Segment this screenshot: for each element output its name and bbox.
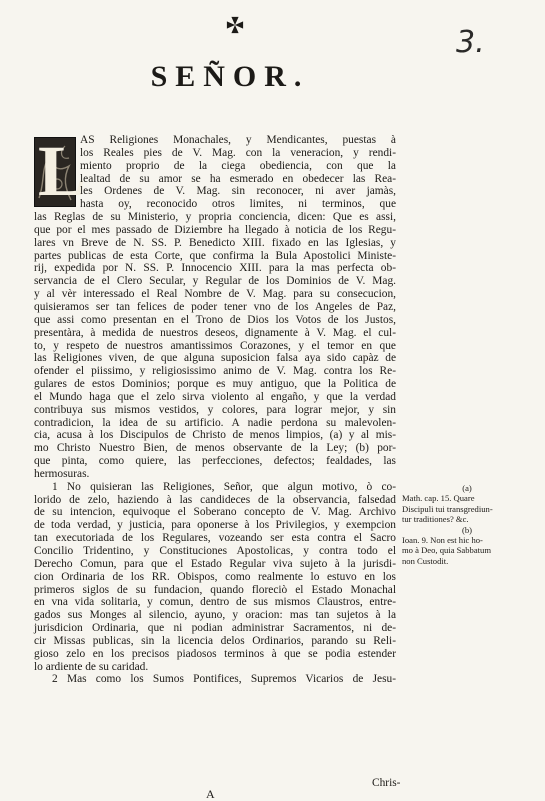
text-line: primeros siglos de su fundacion, quando floreciò el Estado Monachal — [34, 583, 396, 596]
text-line: que pinta, como quiere, las perfecciones, defectos; fealdades, las — [34, 455, 396, 468]
text-line: hermosuras. — [34, 467, 90, 480]
text-line: cir Missas publicas, sin la licencia delos Ordinarios, parando su Reli- — [34, 634, 396, 647]
dropcap-letter: L — [38, 131, 87, 211]
folio-number: 3. — [456, 25, 485, 60]
text-line: Concilio Tridentino, y Constituciones Apostolicas, y contra todo el — [34, 545, 396, 557]
note-mark: (a) — [462, 483, 472, 493]
text-line: las Religiones viven, de que alguna suposicion falsa aya sido capàz de — [34, 352, 396, 365]
text-line: AS Religiones Monachales, y Mendicantes, puestas à — [80, 134, 396, 146]
text-line: lorido de zelo, haziendo à las candideces de la observancia, falsedad — [34, 493, 396, 506]
text-line: tan executoriada de los Regulares, vozeando ser esta contra el Sacro — [34, 532, 396, 545]
text-line: jurisdicion Ordinaria, que ni podian administrar Sacramentos, ni de- — [34, 622, 396, 635]
text-line: en vna vida solitaria, y comun, dentro de sus mismos Claustros, entre- — [34, 596, 396, 609]
text-line: lealtad de su amor se ha esmerado en obedecer las Rea- — [80, 172, 396, 185]
note-line: tur traditiones? &c. — [402, 514, 469, 525]
note-line: non Custodit. — [402, 555, 449, 566]
text-line: partes publicas de esta Corte, que confirma la Bula Apostolici Ministe- — [34, 249, 396, 262]
cross-ornament-icon — [226, 16, 244, 34]
text-line: contribuya sus mismos vestidos, y colores, para lograr mejor, y sin — [34, 403, 396, 416]
text-line: contradicion, la idea de su artificio. A nadie perdona su malevolen- — [34, 416, 396, 429]
text-line: to, y respeto de nuestros amantissimos Corazones, y el temor en que — [34, 339, 396, 352]
text-line: el Mundo haga que el zelo sirva violento al engaño, y que la verdad — [34, 390, 396, 403]
text-line: lares vn Breve de N. SS. P. Benedicto XIII. fixado en las Iglesias, y — [34, 236, 396, 249]
marginal-notes — [402, 483, 532, 566]
text-line: 2 Mas como los Sumos Pontifices, Supremos Vicarios de Jesu- — [52, 673, 396, 686]
text-line: miento proprio de la ciega obediencia, con que la — [80, 159, 396, 172]
text-line: que por el mes passado de Diziembre ha llegado à noticia de los Regu- — [34, 223, 396, 236]
page-title: SEÑOR. — [150, 60, 310, 93]
text-line: servancia de el Clero Secular, y Regular de los Dominios de V. Mag. — [34, 275, 396, 288]
text-line: rij, expedida por N. SS. P. Innocencio XIII. para la mas perfecta ob- — [34, 262, 396, 275]
text-line: ofender el piissimo, y religiosissimo animo de V. Mag. contra los Re- — [34, 365, 396, 378]
note-mark: (b) — [461, 524, 473, 535]
text-line: cia, acusa à los Discipulos de Christo de menos limpios, (a) y al mis- — [34, 429, 396, 442]
text-line: les Ordenes de V. Mag. sin reconocer, ni aver jamàs, — [80, 185, 396, 198]
text-line: los Reales pies de V. Mag. con la veneracion, y rendi- — [80, 146, 396, 159]
text-line: que assi como presentan en el Trono de Dios los Votos de los Justos, — [34, 313, 396, 326]
body-text — [34, 131, 396, 686]
text-line: quisieramos ser tan felices de poder tener vno de los Angeles de Paz, — [34, 300, 396, 313]
catchword: Chris- — [372, 777, 401, 789]
text-line: cion Ordinaria de los RR. Obispos, como realmente lo estuvo en los — [34, 570, 396, 583]
text-line: mo Christo Nuestro Bien, de menos observante de la Ley; (b) por- — [34, 442, 396, 455]
text-line: Derecho Comun, para que el Estado Regular viva sujeto à la jurisdi- — [34, 557, 396, 570]
text-line: lo ardiente de su caridad. — [34, 660, 149, 673]
text-line: gados sus Monges al silencio, ayuno, y oracion: mas tan sujetos à la — [34, 609, 396, 622]
text-line: de toda verdad, y justicia, para oponerse à los Privilegios, y exempcion — [34, 519, 396, 532]
text-line: y al vèr interessado el Real Nombre de V. Mag. para su consecucion, — [34, 288, 396, 301]
note-line: Math. cap. 15. Quare — [402, 493, 475, 504]
text-line: presentàra, à medida de nuestros deseos, dignamente à V. Mag. el cul- — [34, 326, 396, 339]
text-line: de su intencion, equivoque el Soberano concepto de V. Mag. Archivo — [34, 506, 396, 519]
note-line: Discipuli tui transgrediun- — [402, 503, 493, 514]
text-line: hasta oy, reconocido otros limites, ni terminos, que — [80, 198, 396, 211]
signature-mark: A — [206, 787, 215, 801]
text-line: gulares de estos Dominios; porque es muy antiguo, que la Politica de — [34, 378, 396, 391]
text-line: 1 No quisieran las Religiones, Señor, que algun motivo, ò co- — [52, 480, 396, 493]
note-line: mo à Deo, quia Sabbatum — [402, 545, 492, 556]
text-line: gioso zelo en los precisos piadosos terminos à que se podia estender — [34, 647, 396, 660]
note-line: Ioan. 9. Non est hic ho- — [402, 535, 483, 546]
text-line: las Reglas de su Ministerio, y propria conciencia, dicen: Que es assi, — [34, 211, 396, 224]
